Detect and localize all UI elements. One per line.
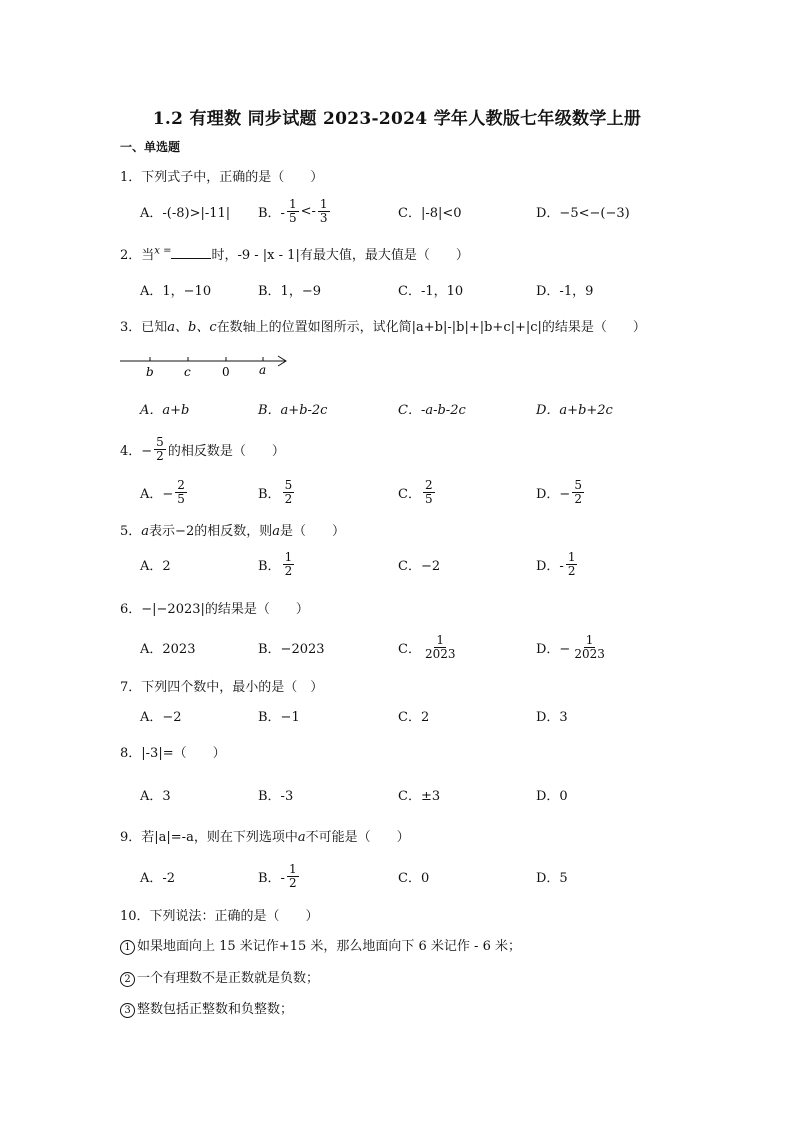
fraction — [154, 436, 166, 463]
option-b — [258, 549, 296, 579]
question-9-options — [0, 861, 794, 891]
option-b: B．1，−9 — [258, 283, 321, 299]
fraction — [318, 198, 330, 225]
question-6-stem: 6．−|−2023|的结果是（ ） — [120, 602, 309, 617]
option-b: B．−2023 — [258, 641, 325, 657]
denominator: 2 — [574, 491, 582, 506]
numerator: 1 — [319, 196, 328, 211]
fraction — [566, 551, 578, 578]
option-d: D．a+b+2c — [536, 402, 613, 418]
circled-number-2: 2 — [120, 972, 135, 987]
fraction — [423, 634, 458, 661]
numerator: 5 — [574, 477, 582, 492]
denominator: 2 — [284, 563, 293, 578]
question-4-options — [0, 477, 794, 507]
numerator: 5 — [156, 435, 164, 449]
option-c — [398, 477, 437, 507]
option-a: A．1，−10 — [140, 283, 212, 299]
denominator: 2 — [288, 875, 297, 890]
question-10-stem: 10．下列说法：正确的是（ ） — [120, 909, 319, 924]
option-b: B．a+b-2c — [258, 402, 328, 418]
section-heading: 一、单选题 — [120, 140, 181, 154]
option-b-mid: <- — [300, 203, 316, 219]
numerator: 2 — [424, 477, 433, 492]
q3-post: 在数轴上的位置如图所示，试化简|a+b|-|b|+|b+c|+|c|的结果是（ ） — [216, 320, 646, 335]
option-d-prefix: D．- — [536, 558, 564, 574]
option-c: C．-a-b-2c — [398, 402, 466, 418]
option-d: D．0 — [536, 788, 568, 804]
q2-x-label: x = — [154, 245, 172, 257]
q2-mid: 时，-9 - |x - 1|有最大值，最大值是（ ） — [211, 248, 469, 263]
option-c-prefix: C． — [398, 641, 421, 657]
option-c: C．0 — [398, 870, 430, 886]
option-d — [536, 632, 609, 662]
q9-post: 不可能是（ ） — [305, 830, 410, 845]
option-a: A．a+b — [140, 402, 190, 418]
statement-1-text: 如果地面向上 15 米记作+15 米，那么地面向下 6 米记作 - 6 米； — [137, 939, 521, 954]
answer-blank — [171, 246, 211, 259]
numerator: 1 — [567, 549, 576, 564]
numerator: 1 — [436, 632, 445, 647]
option-d-prefix: D．− — [536, 486, 571, 502]
option-b — [258, 196, 332, 226]
option-b: B．−1 — [258, 709, 300, 725]
option-c: C．|-8|<0 — [398, 205, 462, 221]
option-c: C．−2 — [398, 558, 441, 574]
q2-prefix: 2．当 — [120, 248, 155, 263]
statement-2 — [120, 967, 319, 987]
option-d — [536, 477, 586, 507]
denominator: 3 — [319, 210, 328, 225]
fraction — [175, 479, 187, 506]
numerator: 5 — [284, 477, 293, 492]
option-d: D．5 — [536, 870, 568, 886]
fraction — [283, 479, 295, 506]
q4-post: 的相反数是（ ） — [167, 444, 285, 459]
question-5-options — [0, 549, 794, 579]
label-c: c — [184, 365, 191, 379]
option-d: D．−5<−(−3) — [536, 205, 630, 221]
numerator: 1 — [284, 549, 293, 564]
option-c-prefix: C． — [398, 486, 421, 502]
option-c — [398, 632, 460, 662]
question-1-options — [0, 196, 794, 226]
option-c: C．-1，10 — [398, 283, 464, 299]
numerator: 1 — [288, 861, 297, 876]
option-a: A．3 — [140, 788, 171, 804]
fraction — [287, 198, 299, 225]
question-4-stem — [120, 436, 285, 463]
numerator: 1 — [288, 196, 297, 211]
denominator: 2 — [284, 491, 293, 506]
q9-prefix: 9．若|a|=-a，则在下列选项中 — [120, 830, 298, 845]
option-a: A．-(-8)>|-11| — [140, 205, 231, 221]
denominator: 2 — [567, 563, 576, 578]
question-3-stem — [120, 316, 646, 335]
question-2-options — [0, 274, 794, 304]
option-c: C．±3 — [398, 788, 441, 804]
page-title: 1.2 有理数 同步试题 2023-2024 学年人教版七年级数学上册 — [152, 109, 642, 129]
denominator: 2023 — [424, 646, 456, 661]
fraction — [572, 479, 584, 506]
question-6-options — [0, 632, 794, 662]
statement-1 — [120, 935, 521, 955]
fraction — [572, 634, 607, 661]
question-3-options — [0, 393, 794, 423]
option-b — [258, 477, 296, 507]
option-b-prefix: B． — [258, 486, 281, 502]
q5-post: 是（ ） — [279, 524, 345, 539]
fraction — [423, 479, 435, 506]
denominator: 5 — [424, 491, 433, 506]
option-b — [258, 861, 301, 891]
number-line-figure — [118, 350, 293, 380]
statement-3 — [120, 998, 293, 1018]
option-d — [536, 549, 579, 579]
question-5-stem — [120, 520, 345, 539]
q9-var: a — [297, 830, 306, 845]
option-d: D．-1，9 — [536, 283, 594, 299]
option-a — [140, 477, 189, 507]
question-8-stem: 8．|-3|=（ ） — [120, 746, 226, 761]
numerator: 1 — [585, 632, 594, 647]
question-2-stem — [120, 244, 469, 263]
option-a-prefix: A．− — [140, 486, 174, 502]
q5-mid: 表示−2的相反数，则 — [149, 524, 273, 539]
option-a: A．−2 — [140, 709, 182, 725]
q5-var: a — [141, 524, 150, 539]
q5-prefix: 5． — [120, 524, 142, 539]
q3-prefix: 3．已知 — [120, 320, 168, 335]
q3-vars: a、b、c — [167, 320, 217, 335]
question-7-stem: 7．下列四个数中，最小的是（ ） — [120, 680, 324, 695]
option-b: B．-3 — [258, 788, 294, 804]
q5-var2: a — [272, 524, 280, 539]
circled-number-3: 3 — [120, 1003, 135, 1018]
numerator: 2 — [177, 477, 185, 492]
label-b: b — [146, 365, 154, 379]
option-b-prefix: B． — [258, 558, 281, 574]
question-1-stem: 1．下列式子中，正确的是（ ） — [120, 170, 324, 185]
option-c: C．2 — [398, 709, 430, 725]
statement-2-text: 一个有理数不是正数就是负数； — [137, 971, 320, 986]
option-a: A．-2 — [140, 870, 176, 886]
denominator: 2 — [156, 449, 164, 463]
question-9-stem — [120, 826, 410, 845]
option-b-prefix: B．- — [258, 205, 285, 221]
option-a: A．2 — [140, 558, 171, 574]
circled-number-1: 1 — [120, 940, 135, 955]
label-0: 0 — [222, 365, 230, 379]
option-d-prefix: D．− — [536, 641, 571, 657]
fraction — [283, 551, 295, 578]
denominator: 5 — [288, 210, 297, 225]
denominator: 2023 — [574, 646, 605, 661]
option-a: A．2023 — [140, 641, 196, 657]
option-d: D．3 — [536, 709, 568, 725]
q4-prefix: 4．− — [120, 444, 153, 459]
option-b-prefix: B．- — [258, 870, 285, 886]
statement-3-text: 整数包括正整数和负整数； — [137, 1002, 294, 1017]
question-8-options — [0, 779, 794, 809]
fraction — [287, 863, 299, 890]
label-a: a — [259, 363, 267, 377]
question-7-options — [0, 700, 794, 730]
denominator: 5 — [177, 491, 185, 506]
